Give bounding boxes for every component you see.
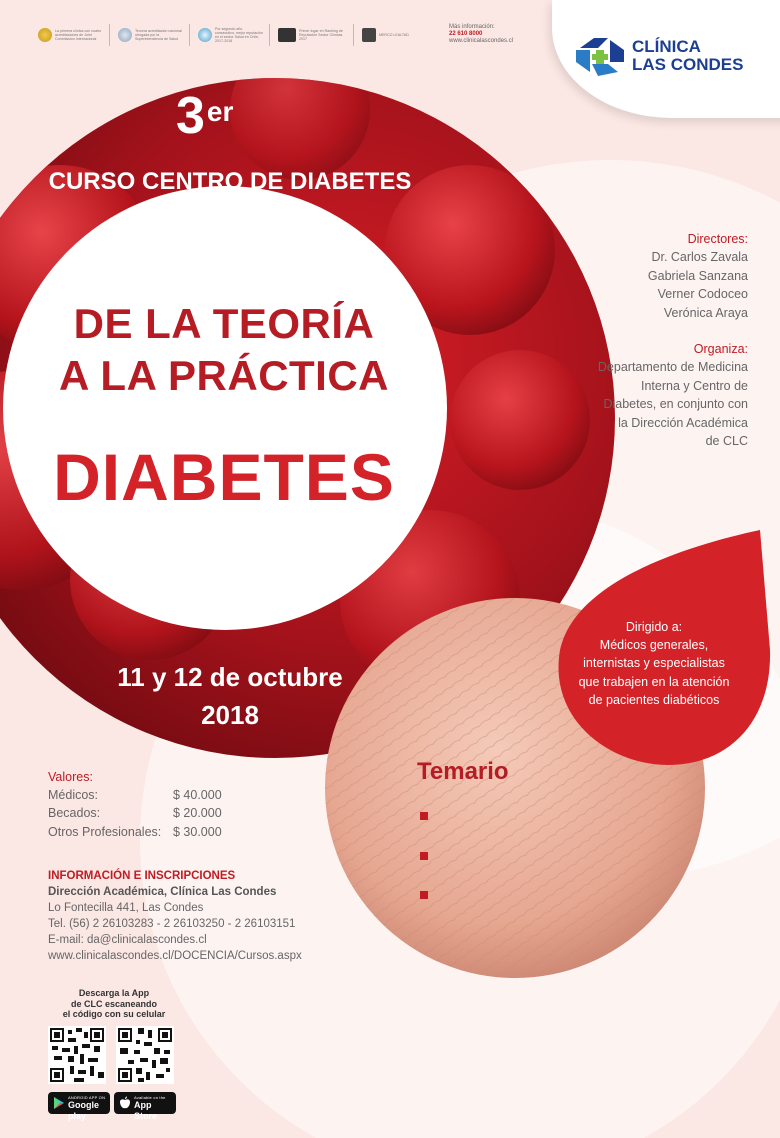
- clinic-logo-text: [632, 38, 743, 74]
- fee-value: $ 40.000: [173, 788, 222, 803]
- contact-block: [48, 868, 302, 964]
- fee-value: $ 30.000: [173, 824, 222, 839]
- event-date-year: 2018: [201, 700, 259, 730]
- audience-line: que trabajen en la atención: [578, 674, 730, 689]
- audience-line: de pacientes diabéticos: [588, 692, 720, 707]
- course-title: CURSO CENTRO DE DIABETES: [48, 168, 412, 195]
- app-store-small: Available on the: [134, 1095, 166, 1100]
- fee-value: $ 20.000: [173, 806, 222, 821]
- clinic-logo-icon: [574, 32, 626, 78]
- app-line: de CLC escaneando: [70, 998, 158, 1009]
- topic-heading: DIABETES: [53, 440, 395, 514]
- qr-code-android[interactable]: [48, 1026, 106, 1084]
- temario-bullet: [420, 852, 428, 860]
- partner-item: [38, 24, 110, 46]
- fee-label: Otros Profesionales:: [48, 824, 162, 839]
- audience-line: internistas y especialistas: [583, 656, 725, 671]
- audience-block: [566, 618, 742, 709]
- play-triangle-icon: [53, 1096, 65, 1110]
- more-info: [449, 24, 513, 45]
- temario-heading: Temario: [417, 758, 509, 785]
- edition-suffix: er: [206, 96, 234, 127]
- edition-number: [176, 88, 233, 144]
- qr-code-ios[interactable]: [116, 1026, 174, 1084]
- app-store-big: App Store: [134, 1100, 158, 1121]
- partner-text: Por segundo año consecutivo, mejor reputación en el sector Salud en Chile, 2017-2018: [215, 26, 263, 44]
- award-medal-icon: [38, 28, 52, 42]
- partner-text: Primer lugar en Ranking de Reputación Sector Clínicas 2017: [299, 28, 343, 42]
- partner-item: [362, 24, 419, 46]
- partner-text: La primera clínica con cuatro acreditaciones de Joint Commission Internacional: [55, 28, 102, 42]
- pxi-logo-icon: [278, 28, 296, 42]
- temario-bullet: [420, 891, 428, 899]
- director-name: Dr. Carlos Zavala: [651, 250, 748, 265]
- more-info-web: www.clinicalascondes.cl: [449, 38, 514, 44]
- fees-heading: Valores:: [48, 770, 93, 784]
- contact-heading: INFORMACIÓN E INSCRIPCIONES: [48, 870, 236, 882]
- audience-heading: Dirigido a:: [625, 620, 683, 634]
- apple-icon: [119, 1096, 131, 1110]
- partner-item: [198, 24, 270, 46]
- contact-org: Dirección Académica, Clínica Las Condes: [48, 886, 277, 898]
- directors-heading: Directores:: [687, 232, 748, 246]
- logo-line1: CLÍNICA: [632, 37, 701, 56]
- google-play-badge[interactable]: [48, 1092, 110, 1121]
- event-date: [60, 658, 400, 734]
- app-store-badge[interactable]: [114, 1092, 176, 1121]
- partner-text: Tercera acreditación nacional otorgada por la Superintendencia de Salud: [135, 28, 182, 42]
- edition-digit: 3: [176, 87, 205, 145]
- more-info-label: Más información:: [449, 24, 495, 30]
- title-circle: [3, 186, 447, 630]
- organizer-line: Interna y Centro de: [640, 378, 748, 393]
- fee-label: Médicos:: [48, 788, 99, 803]
- partner-item: [278, 24, 354, 46]
- app-download-text: [44, 988, 184, 1020]
- merco-logo-icon: [362, 28, 376, 42]
- contact-phones: Tel. (56) 2 26103283 - 2 26103250 - 2 26103151: [48, 918, 296, 930]
- right-info: [548, 230, 748, 450]
- slogan-line1: DE LA TEORÍA: [73, 300, 375, 347]
- slogan-line2: A LA PRÁCTICA: [58, 352, 390, 399]
- partner-item: [118, 24, 190, 46]
- fee-row: [48, 804, 222, 822]
- app-line: el código con su celular: [62, 1009, 166, 1019]
- contact-address: Lo Fontecilla 441, Las Condes: [48, 902, 204, 914]
- contact-email[interactable]: E-mail: da@clinicalascondes.cl: [48, 934, 207, 946]
- app-line: Descarga la App: [78, 988, 150, 998]
- event-date-days: 11 y 12 de octubre: [117, 662, 343, 692]
- contact-url[interactable]: www.clinicalascondes.cl/DOCENCIA/Cursos.aspx: [48, 950, 302, 962]
- partner-text: MERCO LEALTAD: [379, 32, 409, 37]
- google-play-big: Google play: [68, 1100, 99, 1121]
- organizer-line: de CLC: [705, 434, 748, 449]
- more-info-phone: 22 610 8000: [449, 31, 483, 37]
- director-name: Verónica Araya: [663, 305, 748, 320]
- fee-label: Becados:: [48, 806, 101, 821]
- fees-block: [48, 768, 222, 841]
- director-name: Gabriela Sanzana: [647, 268, 748, 283]
- organizer-line: Departamento de Medicina: [597, 360, 748, 375]
- director-name: Verner Codoceo: [657, 287, 748, 302]
- temario-bullet: [420, 812, 428, 820]
- laurel-badge-icon: [198, 28, 212, 42]
- fee-row: [48, 786, 222, 804]
- fee-row: [48, 823, 222, 841]
- audience-line: Médicos generales,: [599, 638, 709, 653]
- logo-line2: LAS CONDES: [632, 55, 744, 74]
- mountain-badge-icon: [118, 28, 132, 42]
- organizer-line: la Dirección Académica: [618, 415, 748, 430]
- google-play-small: ANDROID APP ON: [68, 1095, 106, 1100]
- slogan: [24, 298, 424, 402]
- organizer-heading: Organiza:: [693, 342, 748, 357]
- organizer-line: Diabetes, en conjunto con: [603, 397, 748, 412]
